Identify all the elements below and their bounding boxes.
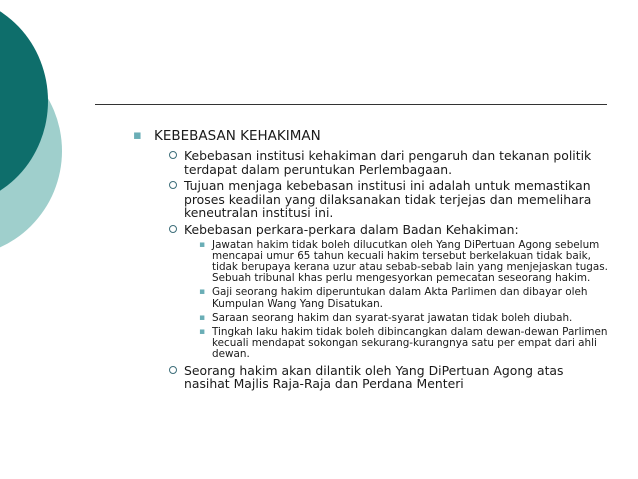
title-divider: [95, 104, 607, 105]
decorative-circles: [0, 0, 90, 260]
square-bullet-icon: ▪: [199, 287, 206, 298]
heading-item: [133, 128, 613, 144]
ring-bullet-icon: [169, 366, 177, 374]
sub-list-item: [199, 240, 613, 285]
list-item: [169, 223, 613, 237]
square-bullet-icon: ▪: [199, 312, 206, 323]
sub-list-item-text: Tingkah laku hakim tidak boleh dibincangkan dalam dewan-dewan Parlimen kecuali mendapat sokongan sekurang-kurangnya satu per empat dari ahli dewan.: [212, 325, 608, 361]
list-item-text: Kebebasan institusi kehakiman dari pengaruh dan tekanan politik terdapat dalam peruntukan Perlembagaan.: [184, 148, 592, 177]
slide-body: [133, 128, 613, 394]
sub-list-item: [199, 327, 613, 361]
list-item: [169, 149, 613, 176]
sub-list-item-text: Saraan seorang hakim dan syarat-syarat jawatan tidak boleh diubah.: [212, 311, 573, 324]
square-bullet-icon: ▪: [199, 239, 206, 250]
sub-list-item-text: Gaji seorang hakim diperuntukan dalam Akta Parlimen dan dibayar oleh Kumpulan Wang Yang Disatukan.: [212, 286, 588, 310]
list-item-text: Tujuan menjaga kebebasan institusi ini adalah untuk memastikan proses keadilan yang dilaksanakan tidak terjejas dan memelihara keneutralan institusi ini.: [184, 178, 592, 221]
ring-bullet-icon: [169, 181, 177, 189]
sub-list-item: [199, 313, 613, 324]
list-item-text: Kebebasan perkara-perkara dalam Badan Kehakiman:: [184, 221, 519, 237]
ring-bullet-icon: [169, 225, 177, 233]
sub-list-item: [199, 287, 613, 309]
list-item-text: Seorang hakim akan dilantik oleh Yang DiPertuan Agong atas nasihat Majlis Raja-Raja dan Perdana Menteri: [184, 362, 564, 392]
square-bullet-icon: ▪: [199, 326, 206, 337]
heading-text: KEBEBASAN KEHAKIMAN: [154, 128, 321, 144]
list-item: [169, 364, 613, 391]
sub-list-item-text: Jawatan hakim tidak boleh dilucutkan oleh Yang DiPertuan Agong sebelum mencapai umur 65 tahun kecuali hakim tersebut berkelakuan tidak baik, tidak berupaya kerana uzur atau sebab-sebab lain yang menjejaskan tugas. Sebuah tribunal khas perlu mengesyorkan pemecatan seseorang hakim.: [212, 238, 608, 285]
square-bullet-icon: ▪: [133, 128, 142, 143]
ring-bullet-icon: [169, 151, 177, 159]
list-item: [169, 179, 613, 220]
